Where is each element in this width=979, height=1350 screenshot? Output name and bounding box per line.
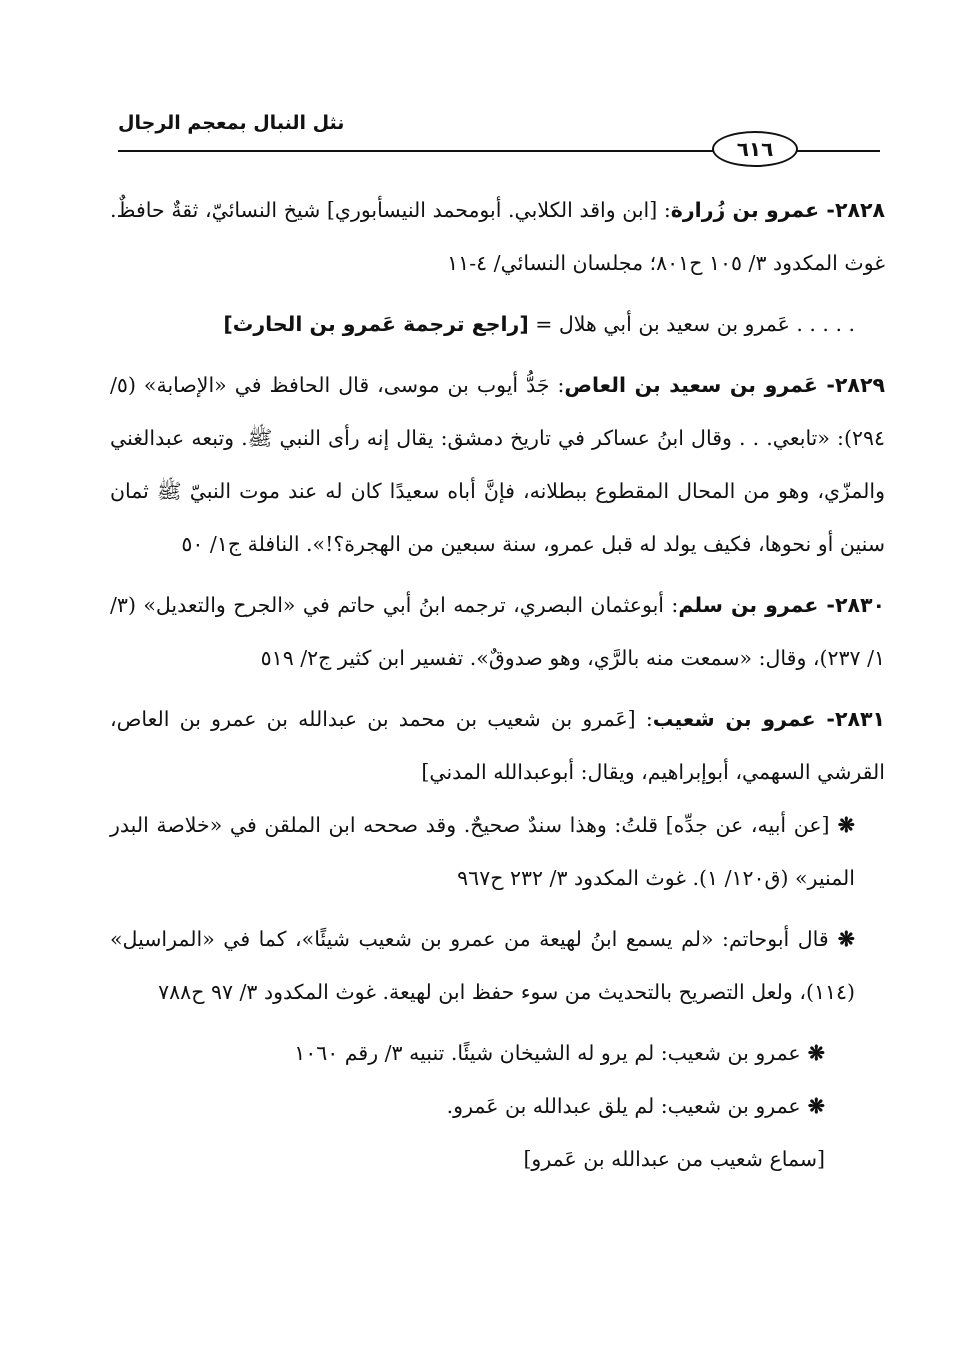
note-item (110, 1027, 885, 1080)
entry-2829 (110, 359, 885, 571)
entry-heading: ٢٨٣١- عمرو بن شعيب (652, 707, 886, 731)
entry-text: : جَدُّ أيوب بن موسى، قال الحافظ في «الإصابة» (٥/ ٢٩٤): «تابعي. . . وقال ابنُ عساكر في تاريخ دمشق: يقال إنه رأى النبي ﷺ. وتبعه عبدالغني والمزّي، وهو من المحال المقطوع ببطلانه، فإنَّ أباه سعيدًا كان له عند موت النبيّ ﷺ ثمان سنين أو نحوها، فكيف يولد له قبل عمرو، سنة سبعين من الهجرة؟!». النافلة ج١/ ٥٠ (110, 373, 885, 556)
entry-2831 (110, 693, 885, 799)
asterisk-icon: ❋ (800, 1094, 825, 1118)
note-text: عمرو بن شعيب: لم يلق عبدالله بن عَمرو. (446, 1094, 801, 1118)
note-item (110, 913, 885, 1019)
note-text: [عن أبيه، عن جدِّه] قلتُ: وهذا سندٌ صحيحٌ. وقد صححه ابن الملقن في «خلاصة البدر المنير» (ق١٢٠/ ١). غوث المكدود ٣/ ٢٣٢ ح٩٦٧ (110, 813, 855, 890)
cross-reference-lead: . . . . . عَمرو بن سعيد بن أبي هلال = (528, 312, 855, 336)
note-text: قال أبوحاتم: «لم يسمع ابنُ لهيعة من عمرو بن شعيب شيئًا»، كما في «المراسيل» (١١٤)، ولعل التصريح بالتحديث من سوء حفظ ابن لهيعة. غوث المكدود ٣/ ٩٧ ح٧٨٨ (110, 927, 855, 1004)
subsection-heading (110, 1133, 885, 1186)
cross-reference-target: [راجع ترجمة عَمرو بن الحارث] (223, 312, 529, 336)
asterisk-icon: ❋ (828, 927, 855, 951)
entry-text: : [ابن واقد الكلابي. أبومحمد النيسأبوري] شيخ النسائيّ، ثقةٌ حافظٌ. غوث المكدود ٣/ ١٠٥ ح٨٠١؛ مجلسان النسائي/ ٤-١١ (110, 198, 885, 275)
asterisk-icon: ❋ (829, 813, 855, 837)
asterisk-icon: ❋ (800, 1041, 825, 1065)
entry-2828 (110, 184, 885, 290)
running-title: نثل النبال بمعجم الرجال (118, 112, 345, 134)
page-body (110, 184, 885, 1186)
entry-text: : [عَمرو بن شعيب بن محمد بن عبدالله بن عمرو بن العاص، القرشي السهمي، أبوإبراهيم، ويقال: أبوعبدالله المدني] (110, 707, 885, 784)
page-number: ٦١٦ (712, 131, 798, 167)
entry-text: : أبوعثمان البصري، ترجمه ابنُ أبي حاتم في «الجرح والتعديل» (٣/ ١/ ٢٣٧)، وقال: «سمعت منه بالرَّي، وهو صدوقٌ». تفسير ابن كثير ج٢/ ٥١٩ (110, 593, 885, 670)
entry-2830 (110, 579, 885, 685)
entry-heading: ٢٨٣٠- عمرو بن سلم (678, 593, 885, 617)
cross-reference (110, 298, 885, 351)
entry-heading: ٢٨٢٨- عمرو بن زُرارة (670, 198, 885, 222)
note-item (110, 1080, 885, 1133)
note-item (110, 799, 885, 905)
subsection-title: [سماع شعيب من عبدالله بن عَمرو] (523, 1147, 825, 1171)
entry-heading: ٢٨٢٩- عَمرو بن سعيد بن العاص (564, 373, 885, 397)
note-text: عمرو بن شعيب: لم يرو له الشيخان شيئًا. تنبيه ٣/ رقم ١٠٦٠ (294, 1041, 801, 1065)
